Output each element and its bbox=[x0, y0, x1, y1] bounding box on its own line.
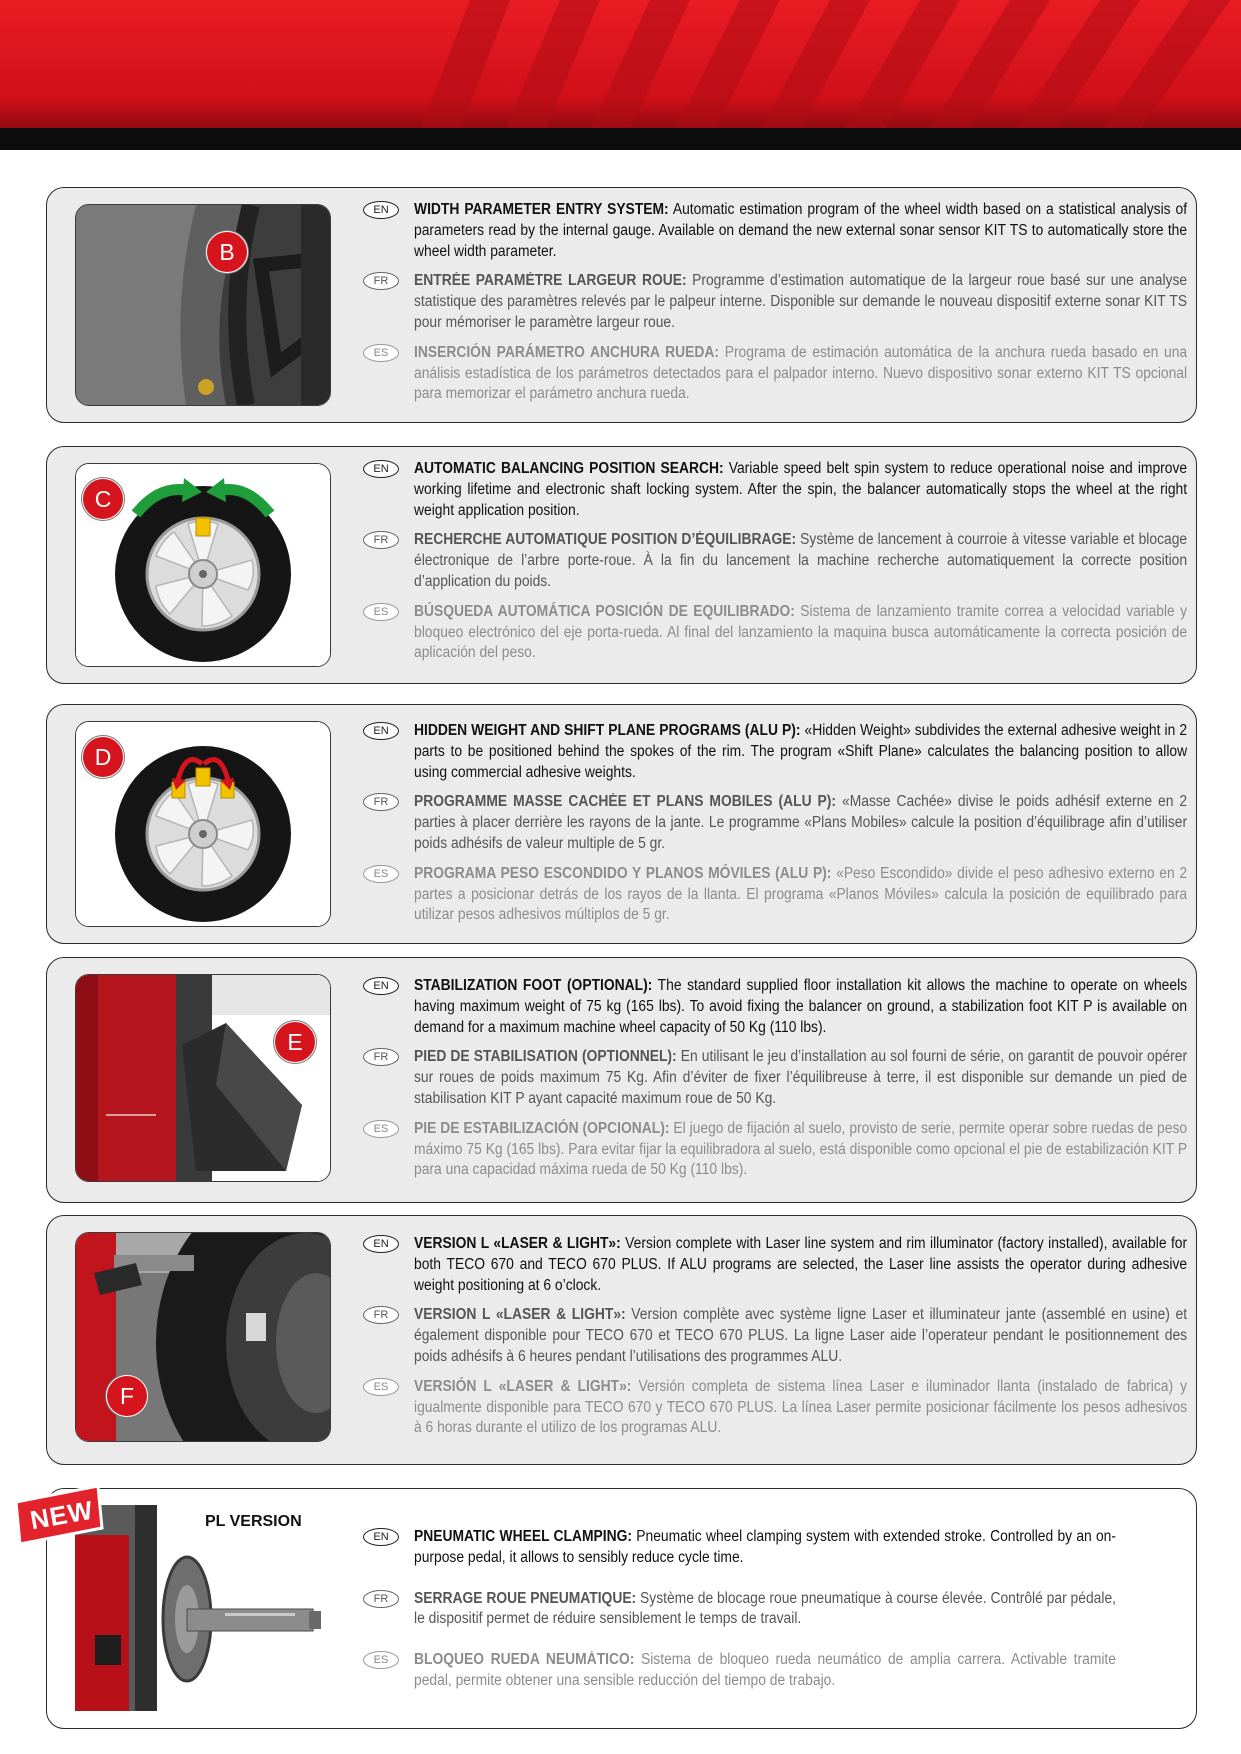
wheel-spin-illustration bbox=[75, 463, 331, 667]
language-tag-fr: FR bbox=[363, 793, 399, 811]
feature-title: ENTRÉE PARAMÈTRE LARGEUR ROUE: bbox=[414, 272, 687, 290]
language-tag-es: ES bbox=[363, 1378, 399, 1396]
feature-title: VERSIÓN L «LASER & LIGHT»: bbox=[414, 1377, 632, 1395]
language-tag-es: ES bbox=[363, 865, 399, 883]
feature-text: The standard supplied floor installation kit allows the machine to operate on wheels having maximum weight of 75 kg (165 lbs). To avoid fixing the balancer on ground, a stabilization foot KIT P is available on demand for a maximum machine wheel capacity of 50 Kg (110 lbs). bbox=[414, 977, 1188, 1036]
feature-text: Sistema de lanzamiento tramite correa a velocidad variable y bloqueo electrónico del eje porta-rueda. Al final del lanzamiento la maquina busca automáticamente la correcta posición de aplicación del peso. bbox=[414, 602, 1188, 662]
pl-version-label: PL VERSION bbox=[205, 1513, 302, 1530]
section-badge: C bbox=[82, 478, 124, 520]
feature-card-pneumatic-clamping bbox=[46, 1488, 1197, 1729]
feature-text: «Masse Cachée» divise le poids adhésif externe en 2 parties à placer derrière les rayons de la jante. Le programme «Plans Mobiles» calcule la position d’équilibrage afin d’utiliser poids adhésifs de valeur multiple de 5 gr. bbox=[414, 793, 1188, 852]
language-tag-fr: FR bbox=[363, 531, 399, 549]
french-description bbox=[363, 1305, 1188, 1367]
feature-title: HIDDEN WEIGHT AND SHIFT PLANE PROGRAMS (ALU P): bbox=[414, 722, 801, 739]
french-description bbox=[363, 1047, 1188, 1109]
feature-card-laser-light bbox=[46, 1215, 1197, 1465]
feature-text: En utilisant le jeu d’installation au sol fourni de série, on garantit de pouvoir opérer sur roues de poids maximum 75 Kg. Afin d’éviter de fixer l’équilibreuse à terre, il est disponible sur demande un pied de stabilisation KIT P ayant capacité maximum roue de 50 Kg. bbox=[414, 1048, 1188, 1107]
feature-title: AUTOMATIC BALANCING POSITION SEARCH: bbox=[414, 460, 724, 477]
feature-title: VERSION L «LASER & LIGHT»: bbox=[414, 1306, 626, 1324]
section-badge: E bbox=[274, 1021, 316, 1063]
feature-text: Pneumatic wheel clamping system with extended stroke. Controlled by an on-purpose pedal, it allows to sensibly reduce cycle time. bbox=[414, 1528, 1116, 1566]
feature-text: «Hidden Weight» subdivides the external adhesive weight in 2 parts to be positioned behind the spokes of the rim. The program «Shift Plane» calculates the balancing position to allow using commercial adhesive weights. bbox=[414, 722, 1188, 781]
feature-title: PROGRAMME MASSE CACHÉE ET PLANS MOBILES (ALU P): bbox=[414, 793, 837, 811]
french-description bbox=[363, 271, 1188, 333]
feature-title: STABILIZATION FOOT (OPTIONAL): bbox=[414, 977, 653, 994]
english-description bbox=[363, 459, 1188, 521]
feature-text: Programme d’estimation automatique de la largeur roue basé sur une analyse statistique des paramètres relevés par le palpeur interne. Disponible sur demande le nouveau dispositif externe sonar KIT TS pour mémoriser le paramètre largeur roue. bbox=[414, 272, 1188, 331]
feature-title: SERRAGE ROUE PNEUMATIQUE: bbox=[414, 1589, 637, 1607]
pneumatic-clamping-photo bbox=[75, 1505, 329, 1711]
width-gauge-photo bbox=[75, 204, 331, 406]
feature-title: PNEUMATIC WHEEL CLAMPING: bbox=[414, 1528, 633, 1545]
english-description bbox=[363, 721, 1188, 783]
language-tag-es: ES bbox=[363, 1651, 399, 1669]
spanish-description bbox=[363, 1377, 1188, 1439]
feature-text: Système de blocage roue pneumatique à course élevée. Contrôlé par pédale, le dispositif permet de réduire sensiblement le temps de travail. bbox=[414, 1589, 1116, 1628]
feature-title: BÚSQUEDA AUTOMÁTICA POSICIÓN DE EQUILIBRADO: bbox=[414, 602, 795, 620]
language-tag-en: EN bbox=[363, 1235, 399, 1253]
section-badge: D bbox=[82, 736, 124, 778]
language-tag-fr: FR bbox=[363, 1048, 399, 1066]
feature-text: Système de lancement à courroie à vitesse variable et blocage électronique de l’arbre porte-roue. À la fin du lancement la machine recherche automatiquement la correcte position d’application du poids. bbox=[414, 531, 1188, 590]
language-tag-es: ES bbox=[363, 1120, 399, 1138]
language-tag-en: EN bbox=[363, 460, 399, 478]
feature-text: Sistema de bloqueo rueda neumático de amplia carrera. Activable tramite pedal, permite obtener una sensible reducción del tiempo de trabajo. bbox=[414, 1651, 1116, 1689]
language-tag-es: ES bbox=[363, 603, 399, 621]
feature-text: Versión completa de sistema línea Laser e iluminador llanta (instalado de fabrica) y igualmente disponible para TECO 670 y TECO 670 PLUS. La línea Laser permite posicionar fácilmente los pesos adhesivos à 6 horas durante el utilizo de los programas ALU. bbox=[414, 1377, 1188, 1437]
feature-card-stabilization-foot bbox=[46, 957, 1197, 1203]
feature-title: PIE DE ESTABILIZACIÓN (OPCIONAL): bbox=[414, 1119, 670, 1137]
french-description bbox=[363, 530, 1188, 592]
feature-text: Version complète avec système ligne Laser et illuminateur jante (assemblé en usine) et également disponible pour TECO 670 et TECO 670 PLUS. La ligne Laser aide l’operateur pendant le positionnement des poids adhésifs à 6 heures pendant l’utilisations des programmes ALU. bbox=[414, 1306, 1188, 1365]
feature-text: El juego de fijación al suelo, provisto de serie, permite operar sobre ruedas de peso máximo 75 Kg (165 lbs). Para evitar fijar la equilibradora al suelo, está disponible como opcional el pie de estabilización KIT P para una capacidad máxima rueda de 50 Kg (110 lbs). bbox=[414, 1119, 1188, 1179]
feature-title: WIDTH PARAMETER ENTRY SYSTEM: bbox=[414, 201, 669, 218]
language-tag-fr: FR bbox=[363, 1306, 399, 1324]
new-badge-label: NEW bbox=[27, 1494, 96, 1536]
english-description bbox=[363, 1234, 1188, 1296]
feature-title: BLOQUEO RUEDA NEUMÁTICO: bbox=[414, 1651, 635, 1669]
english-description bbox=[363, 976, 1188, 1038]
language-tag-en: EN bbox=[363, 201, 399, 219]
section-badge: F bbox=[106, 1375, 148, 1417]
feature-card-hidden-weight bbox=[46, 704, 1197, 944]
language-tag-fr: FR bbox=[363, 272, 399, 290]
feature-text: Automatic estimation program of the wheel width based on a statistical analysis of parameters read by the internal gauge. Available on demand the new external sonar sensor KIT TS to automatically store the wheel width parameter. bbox=[414, 201, 1188, 260]
spanish-description bbox=[363, 602, 1188, 664]
section-badge: B bbox=[206, 231, 248, 273]
english-description bbox=[363, 200, 1188, 262]
feature-title: PIED DE STABILISATION (OPTIONNEL): bbox=[414, 1048, 677, 1066]
feature-card-width-parameter bbox=[46, 187, 1197, 423]
stabilization-foot-photo bbox=[75, 974, 331, 1182]
language-tag-en: EN bbox=[363, 1528, 399, 1546]
page-header-banner bbox=[0, 0, 1241, 150]
feature-title: RECHERCHE AUTOMATIQUE POSITION D’ÉQUILIBRAGE: bbox=[414, 531, 797, 549]
feature-text: Programa de estimación automática de la anchura rueda basado en una análisis estadística de los parámetros detectados para el palpador interno. Nuevo dispositivo sonar externo KIT TS opcional para memorizar el parámetro anchura rueda. bbox=[414, 343, 1188, 403]
language-tag-es: ES bbox=[363, 344, 399, 362]
english-description bbox=[363, 1527, 1185, 1569]
spanish-description bbox=[363, 1650, 1185, 1692]
laser-light-photo bbox=[75, 1232, 331, 1442]
feature-text: Variable speed belt spin system to reduce operational noise and improve working lifetime and electronic shaft locking system. After the spin, the balancer automatically stops the wheel at the right weight application position. bbox=[414, 460, 1188, 519]
language-tag-en: EN bbox=[363, 722, 399, 740]
french-description bbox=[363, 792, 1188, 854]
language-tag-fr: FR bbox=[363, 1590, 399, 1608]
spanish-description bbox=[363, 1119, 1188, 1181]
french-description bbox=[363, 1589, 1185, 1631]
hidden-weight-illustration bbox=[75, 721, 331, 927]
feature-title: INSERCIÓN PARÁMETRO ANCHURA RUEDA: bbox=[414, 343, 720, 361]
spanish-description bbox=[363, 343, 1188, 405]
feature-text: Version complete with Laser line system and rim illuminator (factory installed), available for both TECO 670 and TECO 670 PLUS. If ALU programs are selected, the Laser line assists the operator during adhesive weight positioning at 6 o’clock. bbox=[414, 1235, 1188, 1294]
feature-title: VERSION L «LASER & LIGHT»: bbox=[414, 1235, 621, 1252]
feature-text: «Peso Escondido» divide el peso adhesivo externo en 2 partes a posicionar detrás de los rayos de la llanta. El programa «Planos Móviles» calcula la posición de equilibrado para utilizar pesos adhesivos múltiplos de 5 gr. bbox=[414, 864, 1188, 924]
feature-card-balancing-search bbox=[46, 446, 1197, 684]
new-badge bbox=[12, 1484, 104, 1548]
spanish-description bbox=[363, 864, 1188, 926]
feature-title: PROGRAMA PESO ESCONDIDO Y PLANOS MÓVILES (ALU P): bbox=[414, 864, 832, 882]
language-tag-en: EN bbox=[363, 977, 399, 995]
